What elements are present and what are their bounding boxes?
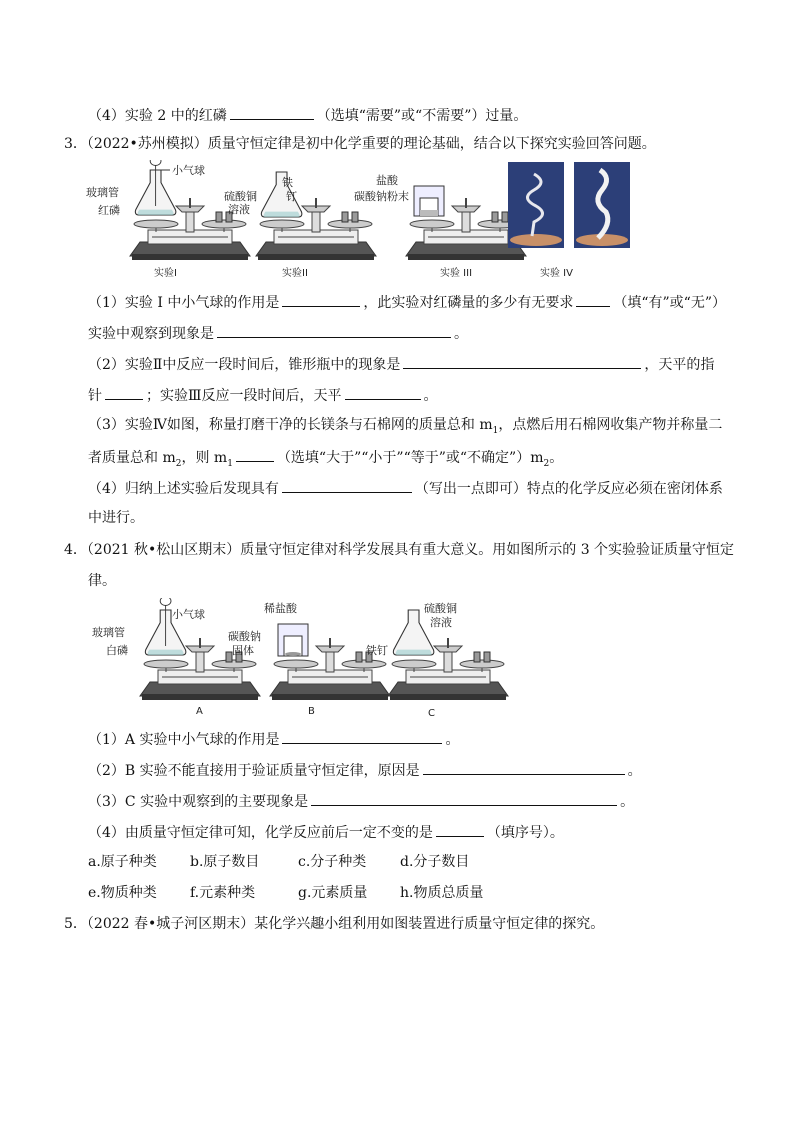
exp3-label-hcl: 盐酸 [376, 174, 398, 187]
option-e: e.物质种类 [88, 885, 157, 901]
option-b: b.原子数目 [190, 854, 260, 870]
q2-sub4-text-2: （选填“需要”或“不需要”）过量。 [316, 108, 528, 124]
answer-blank[interactable] [236, 446, 274, 462]
exp2-label-nail: 钉 [286, 190, 297, 203]
subscript: 1 [227, 458, 233, 469]
apparatus-b [270, 624, 390, 700]
exp1-label-phosphorus: 红磷 [98, 204, 120, 217]
q3-sub3-text-5: （选填“大于”“小于”“等于”或“不确定”）m [276, 450, 544, 466]
exp2-label-solution: 溶液 [228, 203, 250, 216]
q3-sub1-text-5: 。 [454, 326, 468, 342]
q3-sub1 [88, 291, 726, 313]
q3-sub1-text-2: ，此实验对红磷量的多少有无要求 [363, 295, 574, 311]
a-label-balloon: 小气球 [172, 608, 205, 621]
q3-figure [86, 160, 646, 284]
exp-4-photos [508, 162, 630, 248]
exp-2-apparatus [256, 172, 376, 260]
q3-sub3-text-4: ，则 m [181, 450, 228, 466]
answer-blank[interactable] [105, 384, 143, 400]
caption-exp-1: 实验I [154, 268, 177, 279]
q3-sub2-text-3: 针 [88, 388, 102, 404]
q2-sub4 [88, 104, 527, 126]
q4-sub1-text: （1）A 实验中小气球的作用是 [88, 732, 280, 748]
answer-blank[interactable] [230, 104, 314, 120]
option-h: h.物质总质量 [400, 885, 484, 901]
option-d: d.分子数目 [400, 854, 470, 870]
q3-sub4-text-2: （写出一点即可）特点的化学反应必须在密闭体系 [414, 481, 723, 497]
caption-exp-2: 实验II [282, 268, 308, 279]
q4-sub2-text-2: 。 [627, 763, 642, 779]
caption-b: B [308, 706, 315, 717]
q3-sub3 [88, 415, 722, 441]
q4-sub4-text-2: （填序号）。 [486, 825, 564, 841]
q3-sub2-cont [88, 384, 438, 406]
q3-sub1-cont [88, 322, 468, 344]
answer-blank[interactable] [576, 291, 610, 307]
c-label-cuso4: 硫酸铜 [424, 602, 457, 615]
q3-sub2-text-2: ，天平的指 [644, 357, 715, 373]
a-label-white-p: 白磷 [106, 644, 128, 657]
q3-sub2-text-5: 。 [423, 388, 438, 404]
q4-sub4-text: （4）由质量守恒定律可知，化学反应前后一定不变的是 [88, 825, 433, 841]
answer-blank[interactable] [282, 477, 412, 493]
subscript: 2 [175, 458, 182, 469]
answer-blank[interactable] [403, 353, 641, 369]
q2-sub4-text: （4）实验 2 中的红磷 [88, 108, 227, 124]
q4-sub2-text: （2）B 实验不能直接用于验证质量守恒定律，原因是 [88, 763, 420, 779]
q3-sub3-text: （3）实验Ⅳ如图，称量打磨干净的长镁条与石棉网的质量总和 m [88, 417, 493, 433]
q3-sub3-cont [88, 446, 563, 474]
q3-sub2-text: （2）实验Ⅱ中反应一段时间后，锥形瓶中的现象是 [88, 357, 401, 373]
answer-blank[interactable] [345, 384, 421, 400]
q3-sub3-text-6: 。 [549, 450, 564, 466]
answer-blank[interactable] [282, 728, 442, 744]
option-f: f.元素种类 [190, 885, 256, 901]
subscript: 1 [492, 425, 499, 436]
exp1-label-tube: 玻璃管 [86, 186, 119, 199]
q4-sub3-text: （3）C 实验中观察到的主要现象是 [88, 794, 309, 810]
q5-stem: 5．（2022 春•城子河区期末）某化学兴趣小组利用如图装置进行质量守恒定律的探究。 [64, 916, 605, 932]
exp1-label-balloon: 小气球 [172, 164, 205, 177]
q4-sub1-text-2: 。 [445, 732, 460, 748]
q3-sub2-text-4: ；实验Ⅲ反应一段时间后，天平 [146, 388, 342, 404]
q3-sub3-text-2: ，点燃后用石棉网收集产物并称量二 [498, 417, 723, 433]
q4-sub3 [88, 790, 634, 812]
q3-sub4-cont: 中进行。 [88, 510, 144, 526]
q4-sub4 [88, 821, 564, 843]
q3-sub1-text: （1）实验 I 中小气球的作用是 [88, 295, 280, 311]
caption-a: A [196, 706, 203, 717]
b-label-solid: 固体 [232, 644, 254, 657]
q4-stem: 4．（2021 秋•松山区期末）质量守恒定律对科学发展具有重大意义。用如图所示的 3 个实验验证质量守恒定 [64, 542, 735, 558]
answer-blank[interactable] [436, 821, 484, 837]
exp3-label-na2co3: 碳酸钠粉末 [354, 190, 409, 203]
q4-sub2 [88, 759, 642, 781]
c-label-nail: 铁钉 [366, 644, 388, 657]
q3-sub4 [88, 477, 723, 499]
caption-exp-4: 实验 IV [540, 268, 573, 279]
option-a: a.原子种类 [88, 854, 157, 870]
q3-stem: 3．（2022•苏州模拟）质量守恒定律是初中化学重要的理论基础，结合以下探究实验回答问题。 [64, 136, 656, 152]
q3-sub4-text: （4）归纳上述实验后发现具有 [88, 481, 279, 497]
q3-sub1-text-4: 实验中观察到现象是 [88, 326, 214, 342]
answer-blank[interactable] [423, 759, 625, 775]
q4-figure [92, 598, 512, 722]
q4-stem-cont: 律。 [88, 573, 116, 589]
option-c: c.分子种类 [298, 854, 367, 870]
exp2-label-iron: 铁 [282, 176, 293, 189]
q4-sub1 [88, 728, 459, 750]
option-g: g.元素质量 [298, 885, 368, 901]
q3-sub3-text-3: 者质量总和 m [88, 450, 176, 466]
b-label-hcl: 稀盐酸 [264, 602, 297, 615]
c-label-solution: 溶液 [430, 616, 452, 629]
answer-blank[interactable] [217, 322, 451, 338]
b-label-na2co3: 碳酸钠 [228, 630, 261, 643]
q4-sub3-text-2: 。 [620, 794, 635, 810]
caption-exp-3: 实验 III [440, 268, 473, 279]
q3-sub2 [88, 353, 714, 375]
caption-c: C [428, 708, 435, 719]
exp2-label-cuso4: 硫酸铜 [224, 190, 257, 203]
answer-blank[interactable] [282, 291, 360, 307]
answer-blank[interactable] [311, 790, 617, 806]
q3-sub1-text-3: （填“有”或“无”） [613, 295, 726, 311]
a-label-tube: 玻璃管 [92, 626, 125, 639]
subscript: 2 [543, 458, 550, 469]
